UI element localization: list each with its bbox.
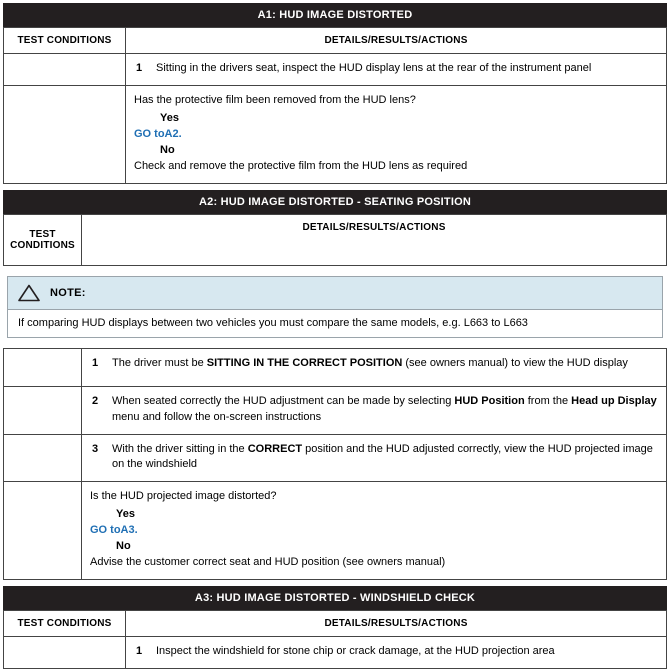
question-prompt: Is the HUD projected image distorted? bbox=[90, 490, 277, 503]
step-text-part-c: position and the HUD adjusted correctly, view the HUD projected image on the windshield bbox=[112, 442, 653, 471]
step-text-part-c: from the bbox=[524, 394, 572, 407]
table-row bbox=[4, 54, 667, 86]
test-conditions-cell bbox=[4, 434, 82, 482]
details-cell bbox=[126, 637, 667, 669]
table-row bbox=[4, 637, 667, 669]
section-a1 bbox=[3, 3, 667, 184]
section-a2-header-table bbox=[3, 214, 667, 266]
question-cell bbox=[82, 482, 667, 580]
note-container bbox=[3, 266, 667, 342]
step-text-part-d: menu and follow the on-screen instructions bbox=[112, 410, 322, 423]
answer-no-label: No bbox=[160, 143, 175, 156]
note-box bbox=[7, 276, 663, 338]
step-text-part-a: With the driver sitting in the bbox=[112, 442, 248, 455]
answer-yes-action: GO toA3. bbox=[90, 524, 138, 537]
step-number: 2 bbox=[92, 394, 99, 407]
details-cell bbox=[82, 348, 667, 386]
table-row bbox=[4, 434, 667, 482]
section-a3-title: A3: HUD IMAGE DISTORTED - WINDSHIELD CHECK bbox=[3, 586, 667, 610]
step-item bbox=[90, 442, 658, 474]
table-row bbox=[4, 85, 667, 183]
step-item bbox=[134, 644, 658, 660]
answer-yes-label: Yes bbox=[160, 111, 179, 124]
step-text-part-c: (see owners manual) to view the HUD display bbox=[402, 356, 628, 369]
column-header-details: DETAILS/RESULTS/ACTIONS bbox=[126, 611, 667, 637]
step-item bbox=[90, 356, 658, 372]
test-conditions-cell bbox=[4, 348, 82, 386]
answer-yes-label: Yes bbox=[116, 508, 135, 521]
question-prompt: Has the protective film been removed from the HUD lens? bbox=[134, 93, 416, 106]
answer-no-action: Advise the customer correct seat and HUD position (see owners manual) bbox=[90, 556, 446, 569]
test-conditions-cell bbox=[4, 54, 126, 86]
step-text: Sitting in the drivers seat, inspect the HUD display lens at the rear of the instrument panel bbox=[156, 62, 592, 74]
note-text: If comparing HUD displays between two vehicles you must compare the same models, e.g. L663 to L663 bbox=[18, 316, 528, 329]
step-text-part-a: The driver must be bbox=[112, 356, 207, 369]
step-number: 1 bbox=[92, 356, 99, 369]
section-a3 bbox=[3, 586, 667, 669]
test-conditions-cell bbox=[4, 482, 82, 580]
details-cell bbox=[82, 386, 667, 434]
step-text: Inspect the windshield for stone chip or crack damage, at the HUD projection area bbox=[156, 645, 555, 658]
step-text-emphasis: HUD Position bbox=[454, 394, 525, 407]
section-a2-steps-table bbox=[3, 348, 667, 580]
step-text bbox=[112, 356, 658, 372]
warning-triangle-icon bbox=[18, 284, 40, 302]
section-a1-table bbox=[3, 27, 667, 184]
step-item bbox=[134, 61, 658, 77]
column-header-test-conditions: TEST CONDITIONS bbox=[4, 214, 82, 265]
table-header-row bbox=[4, 611, 667, 637]
column-header-details: DETAILS/RESULTS/ACTIONS bbox=[82, 214, 667, 265]
section-a2 bbox=[3, 190, 667, 580]
question-cell bbox=[126, 85, 667, 183]
step-text-emphasis: CORRECT bbox=[247, 442, 303, 455]
step-text bbox=[112, 442, 658, 474]
step-number: 1 bbox=[136, 62, 143, 74]
table-header-row bbox=[4, 28, 667, 54]
table-row bbox=[4, 386, 667, 434]
step-text bbox=[112, 394, 658, 426]
answer-no-label: No bbox=[116, 540, 131, 553]
section-a2-title: A2: HUD IMAGE DISTORTED - SEATING POSITION bbox=[3, 190, 667, 214]
step-number: 3 bbox=[92, 442, 99, 455]
step-text-part-a: When seated correctly the HUD adjustment can be made by selecting bbox=[112, 394, 455, 407]
test-conditions-cell bbox=[4, 85, 126, 183]
column-header-test-conditions: TEST CONDITIONS bbox=[4, 28, 126, 54]
step-text-emphasis: SITTING IN THE CORRECT POSITION bbox=[206, 356, 403, 369]
section-a3-table bbox=[3, 610, 667, 669]
column-header-details: DETAILS/RESULTS/ACTIONS bbox=[126, 28, 667, 54]
table-row bbox=[4, 482, 667, 580]
test-conditions-cell bbox=[4, 386, 82, 434]
answer-no-action: Check and remove the protective film from the HUD lens as required bbox=[134, 159, 468, 172]
step-text-emphasis-2: Head up Display bbox=[571, 394, 657, 407]
table-row bbox=[4, 348, 667, 386]
section-a1-title: A1: HUD IMAGE DISTORTED bbox=[3, 3, 667, 27]
table-header-row bbox=[4, 214, 667, 265]
details-cell bbox=[82, 434, 667, 482]
details-cell bbox=[126, 54, 667, 86]
test-conditions-cell bbox=[4, 637, 126, 669]
note-label: NOTE: bbox=[50, 286, 86, 299]
note-header bbox=[8, 277, 662, 310]
answer-yes-action: GO toA2. bbox=[134, 127, 182, 140]
step-number: 1 bbox=[136, 645, 143, 658]
step-item bbox=[90, 394, 658, 426]
column-header-test-conditions: TEST CONDITIONS bbox=[4, 611, 126, 637]
